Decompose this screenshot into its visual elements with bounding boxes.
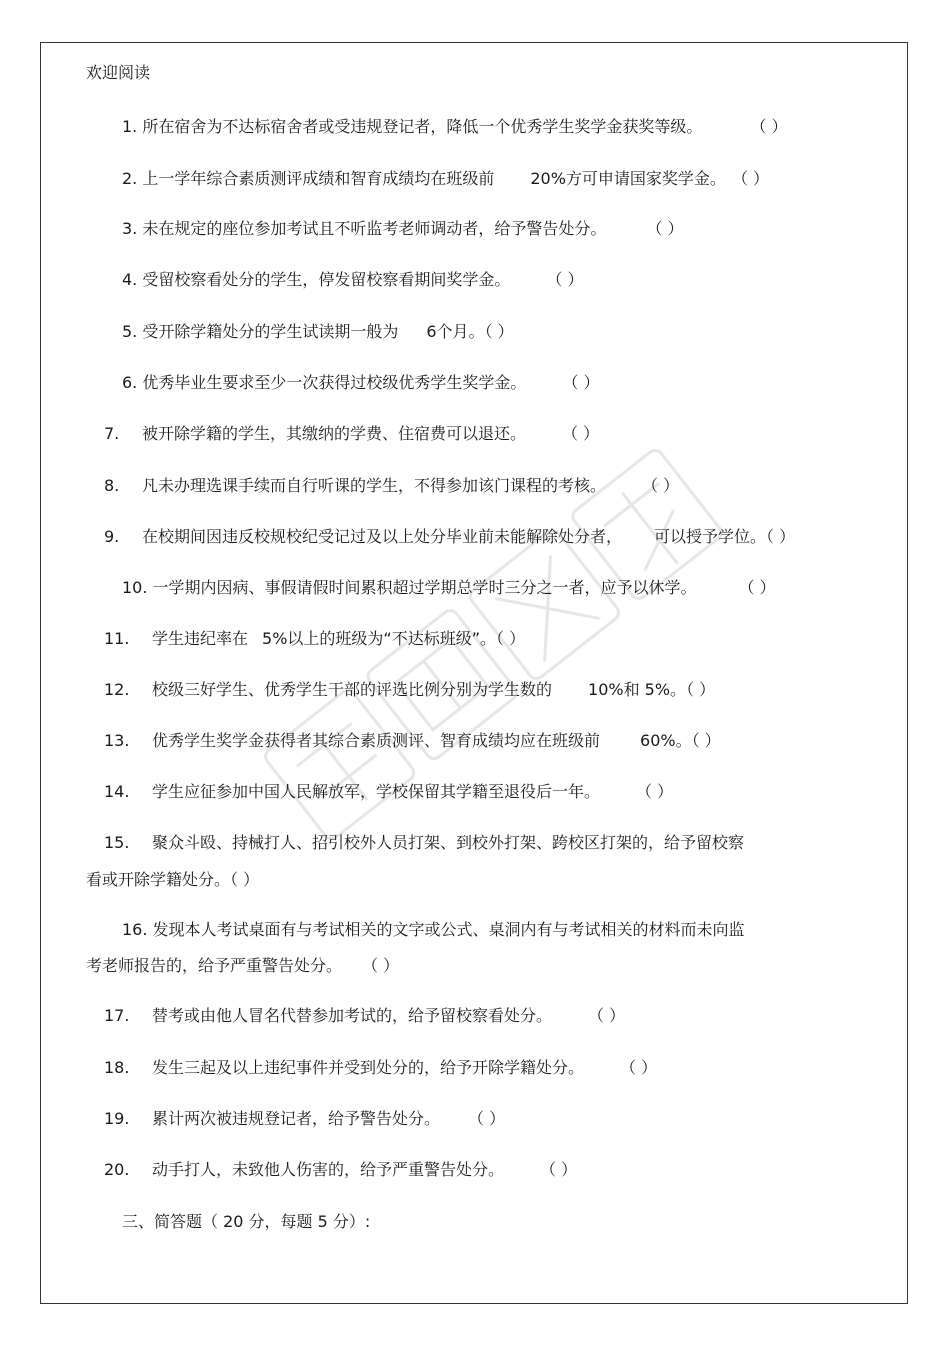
list-item: [122, 373, 599, 393]
list-item-continuation: [86, 870, 259, 890]
item-number: 15.: [104, 833, 130, 852]
list-item: [104, 1109, 505, 1129]
list-item: [122, 219, 683, 239]
item-text: 6. 优秀毕业生要求至少一次获得过校级优秀学生奖学金。: [122, 373, 527, 392]
item-text-2: 以上的班级为“不达标班级”: [287, 629, 480, 648]
item-text-2: 和 5%。: [623, 680, 687, 699]
item-text: 5. 受开除学籍处分的学生试读期一般为: [122, 322, 399, 341]
answer-paren: （ ）: [642, 476, 680, 495]
list-item: [104, 424, 599, 444]
item-text: 优秀学生奖学金获得者其综合素质测评、智育成绩均应在班级前: [152, 731, 601, 750]
item-text-cont: 看或开除学籍处分。: [86, 870, 231, 889]
answer-paren: （ ）: [484, 322, 514, 341]
item-text: 发生三起及以上违纪事件并受到处分的，给予开除学籍处分。: [152, 1058, 585, 1077]
item-text: 凡未办理选课手续而自行听课的学生，不得参加该门课程的考核。: [142, 476, 607, 495]
item-number: 14.: [104, 782, 130, 801]
answer-paren: （ ）: [588, 1006, 626, 1025]
answer-paren: （ ）: [546, 270, 584, 289]
item-text-cont: 考老师报告的，给予严重警告处分。: [86, 956, 343, 975]
answer-paren: （ ）: [686, 680, 716, 699]
answer-paren: （ ）: [562, 373, 600, 392]
item-text: 学生应征参加中国人民解放军，学校保留其学籍至退役后一年。: [152, 782, 601, 801]
answer-paren: （ ）: [562, 424, 600, 443]
answer-paren: （ ）: [636, 782, 674, 801]
answer-paren: （ ）: [750, 117, 788, 136]
answer-paren: （ ）: [468, 1109, 506, 1128]
list-item: [104, 1058, 657, 1078]
item-text-2: 个月。: [436, 322, 485, 341]
item-text: 在校期间因违反校规校纪受记过及以上处分毕业前未能解除处分者，: [142, 527, 623, 546]
item-value: 5%: [262, 629, 288, 648]
list-item: [104, 680, 715, 700]
section-heading: 三、简答题（ 20 分，每题 5 分）:: [122, 1212, 371, 1231]
answer-paren: （ ）: [766, 527, 796, 546]
item-number: 13.: [104, 731, 130, 750]
item-text: 3. 未在规定的座位参加考试且不听监考老师调动者，给予警告处分。: [122, 219, 607, 238]
list-item: [122, 270, 583, 290]
answer-paren: 。（ ）: [480, 629, 526, 648]
list-item: [104, 782, 673, 802]
item-number: 7.: [104, 424, 120, 443]
answer-paren: （ ）: [731, 169, 770, 188]
item-text-2: 可以授予学位。: [654, 527, 767, 546]
item-text: 1. 所在宿舍为不达标宿舍者或受违规登记者，降低一个优秀学生奖学金获奖等级。: [122, 117, 703, 136]
list-item: [122, 578, 776, 598]
list-item: [104, 1160, 577, 1180]
item-number: 8.: [104, 476, 120, 495]
item-number: 17.: [104, 1006, 130, 1025]
list-item: [122, 322, 514, 342]
list-item: [122, 920, 745, 940]
item-number: 11.: [104, 629, 130, 648]
list-item: [104, 833, 744, 853]
answer-paren: （ ）: [362, 956, 400, 975]
answer-paren: （ ）: [646, 219, 684, 238]
list-item: [104, 476, 679, 496]
item-number: 12.: [104, 680, 130, 699]
item-number: 19.: [104, 1109, 130, 1128]
item-value: 6: [426, 322, 437, 341]
list-item: [122, 117, 787, 137]
item-value: 20%: [530, 169, 566, 188]
item-value: 10%: [588, 680, 624, 699]
item-text: 10. 一学期内因病、事假请假时间累积超过学期总学时三分之一者，应予以休学。: [122, 578, 697, 597]
item-text: 4. 受留校察看处分的学生，停发留校察看期间奖学金。: [122, 270, 511, 289]
answer-paren: （ ）: [230, 870, 260, 889]
item-text: 替考或由他人冒名代替参加考试的，给予留校察看处分。: [152, 1006, 553, 1025]
list-item-continuation: [86, 956, 399, 976]
item-text-2: 方可申请国家奖学金。: [565, 169, 726, 188]
item-text: 2. 上一学年综合素质测评成绩和智育成绩均在班级前: [122, 169, 495, 188]
list-item: [104, 731, 721, 751]
item-text: 16. 发现本人考试桌面有与考试相关的文字或公式、桌洞内有与考试相关的材料而未向监: [122, 920, 745, 939]
list-item: [104, 1006, 625, 1026]
list-item: [104, 527, 795, 547]
item-text: 动手打人，未致他人伤害的，给予严重警告处分。: [152, 1160, 505, 1179]
list-item: [104, 629, 525, 649]
answer-paren: （ ）: [691, 731, 721, 750]
item-number: 20.: [104, 1160, 130, 1179]
item-number: 18.: [104, 1058, 130, 1077]
header-text: 欢迎阅读: [86, 63, 151, 82]
item-text: 校级三好学生、优秀学生干部的评选比例分别为学生数的: [152, 680, 553, 699]
item-text: 聚众斗殴、持械打人、招引校外人员打架、到校外打架、跨校区打架的，给予留校察: [152, 833, 745, 852]
answer-paren: （ ）: [738, 578, 776, 597]
item-text: 被开除学籍的学生，其缴纳的学费、住宿费可以退还。: [142, 424, 527, 443]
item-text: 累计两次被违规登记者，给予警告处分。: [152, 1109, 441, 1128]
list-item: [122, 169, 769, 189]
item-value: 60%。: [640, 731, 692, 750]
item-number: 9.: [104, 527, 120, 546]
answer-paren: （ ）: [620, 1058, 658, 1077]
answer-paren: （ ）: [540, 1160, 578, 1179]
item-text: 学生违纪率在: [152, 629, 249, 648]
